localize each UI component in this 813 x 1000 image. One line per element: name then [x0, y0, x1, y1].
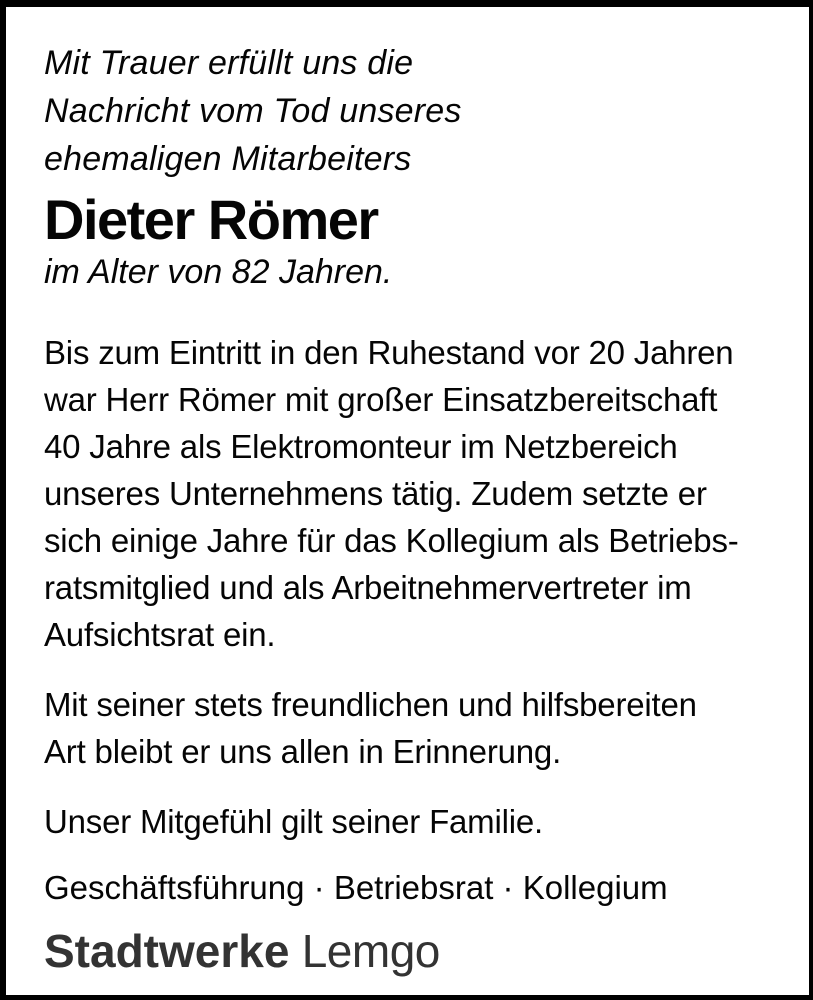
paragraph-career	[44, 329, 783, 658]
intro-line: Nachricht vom Tod unseres	[44, 92, 462, 130]
body-line: 40 Jahre als Elektromonteur im Netzbereich	[44, 428, 678, 465]
paragraph-remembrance	[44, 681, 783, 775]
body-line: Aufsichtsrat ein.	[44, 616, 276, 653]
paragraph-condolence	[44, 798, 783, 845]
body-line: unseres Unternehmens tätig. Zudem setzte er	[44, 475, 707, 512]
intro-line: Mit Trauer erfüllt uns die	[44, 44, 414, 82]
body-line: ratsmitglied und als Arbeitnehmervertreter im	[44, 569, 692, 606]
body-line: Bis zum Eintritt in den Ruhestand vor 20 Jahren	[44, 334, 734, 371]
intro-line: ehemaligen Mitarbeiters	[44, 140, 412, 178]
company-name-bold: Stadtwerke	[44, 925, 290, 977]
company-name-regular: Lemgo	[301, 925, 440, 977]
intro-block	[44, 39, 783, 183]
company-logo	[44, 924, 783, 978]
body-line: war Herr Römer mit großer Einsatzbereitschaft	[44, 381, 718, 418]
deceased-name: Dieter Römer	[44, 188, 378, 251]
body-line: Mit seiner stets freundlichen und hilfsbereiten	[44, 686, 697, 723]
signature-line: Geschäftsführung · Betriebsrat · Kollegium	[44, 869, 668, 906]
body-line: Art bleibt er uns allen in Erinnerung.	[44, 733, 562, 770]
body-line: Unser Mitgefühl gilt seiner Familie.	[44, 803, 543, 840]
body-line: sich einige Jahre für das Kollegium als Betriebs-	[44, 522, 739, 559]
age-line: im Alter von 82 Jahren.	[44, 253, 393, 291]
